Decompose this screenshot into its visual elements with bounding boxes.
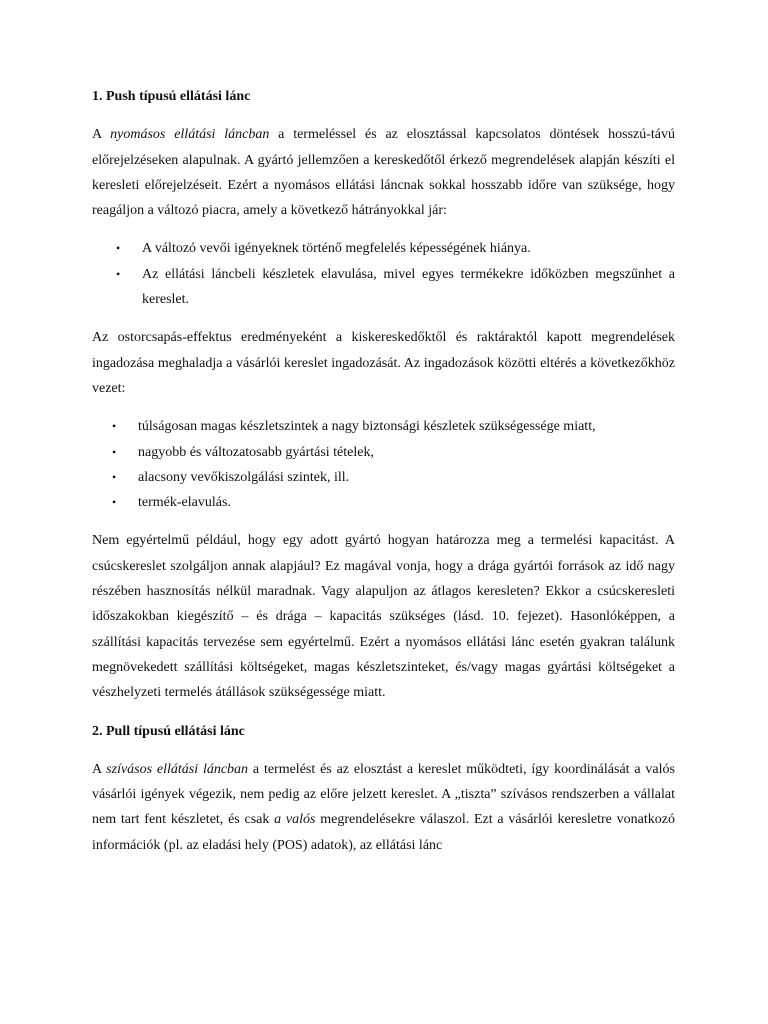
bullet-icon: •: [112, 419, 117, 434]
bullet-icon: •: [116, 241, 121, 256]
term-pull-chain: szívásos ellátási láncban: [106, 761, 249, 777]
section-heading-pull: 2. Pull típusú ellátási lánc: [92, 723, 245, 739]
paragraph-capacity: Nem egyértelmű például, hogy egy adott gyártó hogyan határozza meg a termelési kapacitást. A csúcskereslet szolgáljon annak alapjául? Ez magával vonja, hogy a drága gyártói források az idő nagy részében hasznosítás nélkül maradnak. Vagy alapuljon az átlagos keresleten? Ekkor a csúcskeresleti időszakokban kiegészítő – és drága – kapacitás szükséges (lásd. 10. fejezet). Hasonlóképpen, a szállítási kapacitás tervezése sem egyértelmű. Ezért a nyomásos ellátási lánc esetén gyakran találunk megnövekedett szállítási költségeket, magas készletszinteket, és/vagy magas gyártási költségeket a vészhelyzeti termelés átállások szükségessége miatt.: [92, 533, 675, 701]
term-real: a valós: [274, 812, 316, 828]
section-pull: [92, 719, 675, 744]
list-item: • termék-elavulás.: [92, 490, 675, 515]
list-item: • nagyobb és változatosabb gyártási tételek,: [92, 440, 675, 465]
bullet-list-consequences: [92, 414, 675, 515]
list-item: • alacsony vevőkiszolgálási szintek, ill.: [92, 465, 675, 490]
section-heading-push: 1. Push típusú ellátási lánc: [92, 89, 251, 104]
list-item: • túlságosan magas készletszintek a nagy biztonsági készletek szükségessége miatt,: [92, 414, 675, 439]
document-body: [92, 84, 675, 858]
bullet-icon: •: [112, 495, 117, 510]
paragraph-pull-intro: A szívásos ellátási láncban a termelést és az elosztást a kereslet működteti, így koordinálását a valós vásárlói igények végezik, nem pedig az előre jelzett kereslet. A „tiszta” szívásos rendszerben a vállalat nem tart fent készletet, és csak a valós megrendelésekre válaszol. Ezt a vásárlói keresletre vonatkozó információk (pl. az eladási hely (POS) adatok), az ellátási lánc: [92, 761, 675, 853]
list-item: • Az ellátási láncbeli készletek elavulása, mivel egyes termékekre időközben megszűnhet a kereslet.: [92, 262, 675, 313]
bullet-icon: •: [116, 266, 121, 281]
list-item: • A változó vevői igényeknek történő megfelelés képességének hiánya.: [92, 236, 675, 261]
bullet-list-disadvantages: [92, 236, 675, 312]
section-push: [92, 84, 675, 109]
term-push-chain: nyomásos ellátási láncban: [110, 127, 270, 143]
paragraph-push-intro: A nyomásos ellátási láncban a termeléssel és az elosztással kapcsolatos döntések hosszú-távú előrejelzéseken alapulnak. A gyártó jellemzően a kereskedőtől érkező megrendelések alapján készíti el keresleti előrejelzéseit. Ezért a nyomásos ellátási láncnak sokkal hosszabb időre van szüksége, hogy reagáljon a változó piacra, amely a következő hátrányokkal jár:: [92, 127, 675, 219]
paragraph-bullwhip: Az ostorcsapás-effektus eredményeként a kiskereskedőktől és raktáraktól kapott megrendelések ingadozása meghaladja a vásárlói kereslet ingadozását. Az ingadozások közötti eltérés a következőkhöz vezet:: [92, 330, 675, 396]
bullet-icon: •: [112, 469, 117, 484]
bullet-icon: •: [112, 444, 117, 459]
